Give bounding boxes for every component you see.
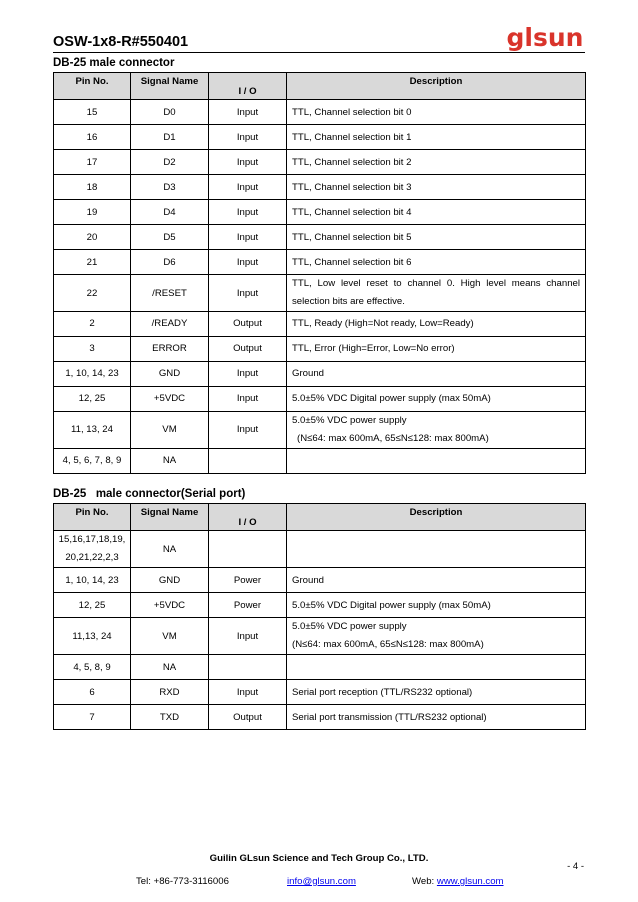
footer-tel: Tel: +86-773-3116006 bbox=[136, 876, 229, 887]
io-cell: Input bbox=[209, 100, 287, 125]
pin-cell: 2 bbox=[54, 312, 131, 337]
footer-web bbox=[412, 876, 504, 887]
io-cell bbox=[209, 655, 287, 680]
signal-cell: RXD bbox=[131, 680, 209, 705]
svg-text:glsun: glsun bbox=[507, 23, 583, 52]
pin-cell: 17 bbox=[54, 150, 131, 175]
description-cell: 5.0±5% VDC Digital power supply (max 50mA) bbox=[287, 593, 586, 618]
table-row bbox=[54, 680, 586, 705]
col-signal-name: Signal Name bbox=[131, 73, 209, 100]
table-row bbox=[54, 150, 586, 175]
description-line-2: (N≤64: max 600mA, 65≤N≤128: max 800mA) bbox=[297, 432, 489, 444]
pin-cell: 4, 5, 8, 9 bbox=[54, 655, 131, 680]
signal-cell: D5 bbox=[131, 225, 209, 250]
io-cell: Input bbox=[209, 275, 287, 312]
col-io: I / O bbox=[209, 504, 287, 531]
table-row bbox=[54, 275, 586, 312]
col-description: Description bbox=[287, 73, 586, 100]
table2-title: DB-25 male connector(Serial port) bbox=[53, 488, 246, 500]
description-cell: TTL, Channel selection bit 5 bbox=[287, 225, 586, 250]
io-cell: Input bbox=[209, 225, 287, 250]
pin-cell: 7 bbox=[54, 705, 131, 730]
signal-cell: +5VDC bbox=[131, 386, 209, 411]
signal-cell: /READY bbox=[131, 312, 209, 337]
signal-cell: TXD bbox=[131, 705, 209, 730]
description-cell bbox=[287, 448, 586, 473]
pin-line-1: 15,16,17,18,19, bbox=[58, 534, 126, 545]
signal-cell: D6 bbox=[131, 250, 209, 275]
table-row bbox=[54, 361, 586, 386]
description-cell: TTL, Channel selection bit 3 bbox=[287, 175, 586, 200]
db25-table bbox=[53, 72, 586, 474]
signal-cell: +5VDC bbox=[131, 593, 209, 618]
signal-cell: D4 bbox=[131, 200, 209, 225]
pin-cell: 12, 25 bbox=[54, 386, 131, 411]
table-row bbox=[54, 386, 586, 411]
io-cell: Power bbox=[209, 593, 287, 618]
io-cell: Input bbox=[209, 618, 287, 655]
pin-cell: 6 bbox=[54, 680, 131, 705]
pin-cell: 22 bbox=[54, 275, 131, 312]
io-cell: Input bbox=[209, 250, 287, 275]
table-row bbox=[54, 175, 586, 200]
description-cell bbox=[287, 655, 586, 680]
pin-cell: 3 bbox=[54, 336, 131, 361]
io-cell: Input bbox=[209, 150, 287, 175]
table-row bbox=[54, 312, 586, 337]
pin-cell: 16 bbox=[54, 125, 131, 150]
io-cell: Input bbox=[209, 411, 287, 448]
pin-cell: 12, 25 bbox=[54, 593, 131, 618]
description-cell: TTL, Ready (High=Not ready, Low=Ready) bbox=[287, 312, 586, 337]
glsun-logo bbox=[507, 22, 583, 52]
io-cell: Input bbox=[209, 125, 287, 150]
description-cell: Serial port transmission (TTL/RS232 optional) bbox=[287, 705, 586, 730]
io-cell: Output bbox=[209, 336, 287, 361]
table-row bbox=[54, 100, 586, 125]
signal-cell: NA bbox=[131, 655, 209, 680]
page-header bbox=[53, 23, 585, 53]
table-row bbox=[54, 531, 586, 568]
io-cell: Input bbox=[209, 386, 287, 411]
description-cell: TTL, Channel selection bit 0 bbox=[287, 100, 586, 125]
description-line-2: (N≤64: max 600mA, 65≤N≤128: max 800mA) bbox=[292, 639, 484, 650]
document-title: OSW-1x8-R#550401 bbox=[53, 34, 189, 50]
description-cell: TTL, Error (High=Error, Low=No error) bbox=[287, 336, 586, 361]
table-row bbox=[54, 225, 586, 250]
pin-cell bbox=[54, 531, 131, 568]
col-signal-name: Signal Name bbox=[131, 504, 209, 531]
io-cell: Output bbox=[209, 312, 287, 337]
table-row bbox=[54, 336, 586, 361]
footer-email bbox=[287, 876, 356, 887]
description-cell: 5.0±5% VDC Digital power supply (max 50mA) bbox=[287, 386, 586, 411]
description-cell bbox=[287, 618, 586, 655]
pin-cell: 1, 10, 14, 23 bbox=[54, 361, 131, 386]
io-cell: Power bbox=[209, 568, 287, 593]
table-row bbox=[54, 655, 586, 680]
signal-cell: VM bbox=[131, 618, 209, 655]
description-cell bbox=[287, 411, 586, 448]
pin-cell: 18 bbox=[54, 175, 131, 200]
io-cell: Output bbox=[209, 705, 287, 730]
description-cell: TTL, Channel selection bit 1 bbox=[287, 125, 586, 150]
col-io: I / O bbox=[209, 73, 287, 100]
io-cell bbox=[209, 531, 287, 568]
description-line-1: 5.0±5% VDC power supply bbox=[292, 414, 407, 426]
page-number: - 4 - bbox=[567, 861, 584, 872]
table-row bbox=[54, 125, 586, 150]
io-cell bbox=[209, 448, 287, 473]
signal-cell: D1 bbox=[131, 125, 209, 150]
io-cell: Input bbox=[209, 175, 287, 200]
table-header-row bbox=[54, 73, 586, 100]
web-link[interactable]: www.glsun.com bbox=[436, 876, 504, 887]
pin-line-2: 20,21,22,2,3 bbox=[65, 552, 119, 563]
signal-cell: NA bbox=[131, 531, 209, 568]
pin-cell: 21 bbox=[54, 250, 131, 275]
description-cell: TTL, Channel selection bit 6 bbox=[287, 250, 586, 275]
description-cell: Ground bbox=[287, 568, 586, 593]
table1-title: DB-25 male connector bbox=[53, 57, 175, 69]
table-header-row bbox=[54, 504, 586, 531]
table-row bbox=[54, 593, 586, 618]
pin-cell: 11,13, 24 bbox=[54, 618, 131, 655]
description-cell: Serial port reception (TTL/RS232 optional) bbox=[287, 680, 586, 705]
signal-cell: /RESET bbox=[131, 275, 209, 312]
pin-cell: 15 bbox=[54, 100, 131, 125]
description-line-1: 5.0±5% VDC power supply bbox=[292, 621, 407, 632]
io-cell: Input bbox=[209, 680, 287, 705]
signal-cell: GND bbox=[131, 361, 209, 386]
col-description: Description bbox=[287, 504, 586, 531]
pin-cell: 19 bbox=[54, 200, 131, 225]
pin-cell: 11, 13, 24 bbox=[54, 411, 131, 448]
signal-cell: ERROR bbox=[131, 336, 209, 361]
description-cell bbox=[287, 531, 586, 568]
description-cell: TTL, Channel selection bit 2 bbox=[287, 150, 586, 175]
pin-cell: 1, 10, 14, 23 bbox=[54, 568, 131, 593]
db25-serial-table bbox=[53, 503, 586, 730]
col-pin-no: Pin No. bbox=[54, 504, 131, 531]
pin-cell: 20 bbox=[54, 225, 131, 250]
table-row bbox=[54, 618, 586, 655]
table-row bbox=[54, 250, 586, 275]
signal-cell: D0 bbox=[131, 100, 209, 125]
description-cell: Ground bbox=[287, 361, 586, 386]
description-cell: TTL, Low level reset to channel 0. High level means channel selection bits are effective. bbox=[287, 275, 586, 312]
signal-cell: D3 bbox=[131, 175, 209, 200]
email-link[interactable]: info@glsun.com bbox=[287, 876, 356, 887]
web-label: Web: bbox=[412, 876, 437, 887]
signal-cell: GND bbox=[131, 568, 209, 593]
signal-cell: NA bbox=[131, 448, 209, 473]
col-pin-no: Pin No. bbox=[54, 73, 131, 100]
signal-cell: VM bbox=[131, 411, 209, 448]
description-cell: TTL, Channel selection bit 4 bbox=[287, 200, 586, 225]
table-row bbox=[54, 411, 586, 448]
signal-cell: D2 bbox=[131, 150, 209, 175]
table-row bbox=[54, 200, 586, 225]
table-row bbox=[54, 448, 586, 473]
pin-cell: 4, 5, 6, 7, 8, 9 bbox=[54, 448, 131, 473]
io-cell: Input bbox=[209, 361, 287, 386]
io-cell: Input bbox=[209, 200, 287, 225]
table-row bbox=[54, 705, 586, 730]
footer-company: Guilin GLsun Science and Tech Group Co., LTD. bbox=[209, 853, 429, 864]
table-row bbox=[54, 568, 586, 593]
